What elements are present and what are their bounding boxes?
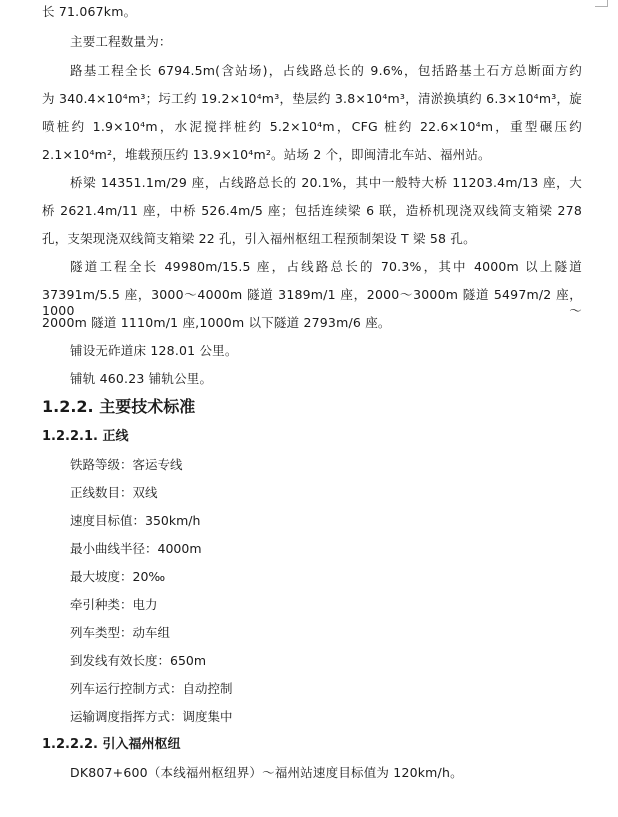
spec-item (70, 709, 233, 725)
spec-value: 调度集中 (182, 709, 233, 724)
spec-label: 到发线有效长度： (70, 653, 171, 668)
subsection-heading: 1.2.2.2. 引入福州枢纽 (42, 737, 181, 752)
text-line: 主要工程数量为： (70, 34, 172, 49)
spec-label: 正线数目： (70, 485, 133, 500)
text-line: DK807+600（本线福州枢纽界）～福州站速度目标值为 120km/h。 (70, 765, 463, 780)
spec-item (70, 681, 233, 697)
page-corner-mark (595, 0, 608, 7)
spec-label: 列车运行控制方式： (70, 681, 183, 696)
text-line: 路基工程全长 6794.5m(含站场)，占线路总长的 9.6%，包括路基土石方总断面方约 (70, 63, 582, 78)
text-line: 2000m 隧道 1110m/1 座,1000m 以下隧道 2793m/6 座。 (42, 315, 391, 330)
spec-label: 运输调度指挥方式： (70, 709, 183, 724)
spec-value: 双线 (132, 485, 158, 500)
spec-value: 350km/h (145, 513, 201, 528)
spec-value: 650m (170, 653, 207, 668)
section-heading: 1.2.2. 主要技术标准 (42, 397, 196, 416)
subsection-heading: 1.2.2.1. 正线 (42, 429, 129, 444)
text-line: 铺轨 460.23 铺轨公里。 (70, 371, 213, 386)
spec-value: 自动控制 (182, 681, 233, 696)
spec-label: 牵引种类： (70, 597, 133, 612)
spec-value: 动车组 (132, 625, 171, 640)
text-line: 孔，支架现浇双线简支箱梁 22 孔，引入福州枢纽工程预制架设 T 梁 58 孔。 (42, 231, 476, 246)
text-line: 喷桩约 1.9×10⁴m，水泥搅拌桩约 5.2×10⁴m，CFG 桩约 22.6×10⁴m，重型碾压约 (42, 119, 582, 134)
spec-item (70, 625, 170, 641)
spec-item (70, 653, 206, 669)
spec-value: 电力 (132, 597, 158, 612)
spec-item (70, 541, 202, 557)
spec-value: 客运专线 (132, 457, 183, 472)
text-line: 铺设无砟道床 128.01 公里。 (70, 343, 238, 358)
spec-label: 最大坡度： (70, 569, 133, 584)
spec-label: 最小曲线半径： (70, 541, 158, 556)
spec-item (70, 569, 165, 585)
text-line: 为 340.4×10⁴m³；圬工约 19.2×10⁴m³，垫层约 3.8×10⁴m³，清淤换填约 6.3×10⁴m³，旋 (42, 91, 582, 106)
spec-item (70, 457, 183, 473)
spec-label: 铁路等级： (70, 457, 133, 472)
spec-item (70, 513, 200, 529)
text-line: 隧道工程全长 49980m/15.5 座，占线路总长的 70.3%，其中 4000m 以上隧道 (70, 259, 582, 274)
spec-label: 速度目标值： (70, 513, 146, 528)
text-line: 37391m/5.5 座，3000～4000m 隧道 3189m/1 座，2000～3000m 隧道 5497m/2 座，1000～ (42, 287, 582, 318)
text-line: 桥 2621.4m/11 座，中桥 526.4m/5 座；包括连续梁 6 联，造桥机现浇双线简支箱梁 278 (42, 203, 582, 218)
spec-item (70, 597, 158, 613)
spec-value: 4000m (157, 541, 202, 556)
spec-value: 20‰ (132, 569, 166, 584)
spec-item (70, 485, 158, 501)
text-line: 桥梁 14351.1m/29 座，占线路总长的 20.1%，其中一般特大桥 11203.4m/13 座，大 (70, 175, 582, 190)
text-line: 长 71.067km。 (42, 4, 137, 19)
spec-label: 列车类型： (70, 625, 133, 640)
text-line: 2.1×10⁴m²，堆载预压约 13.9×10⁴m²。站场 2 个，即闽清北车站、福州站。 (42, 147, 491, 162)
